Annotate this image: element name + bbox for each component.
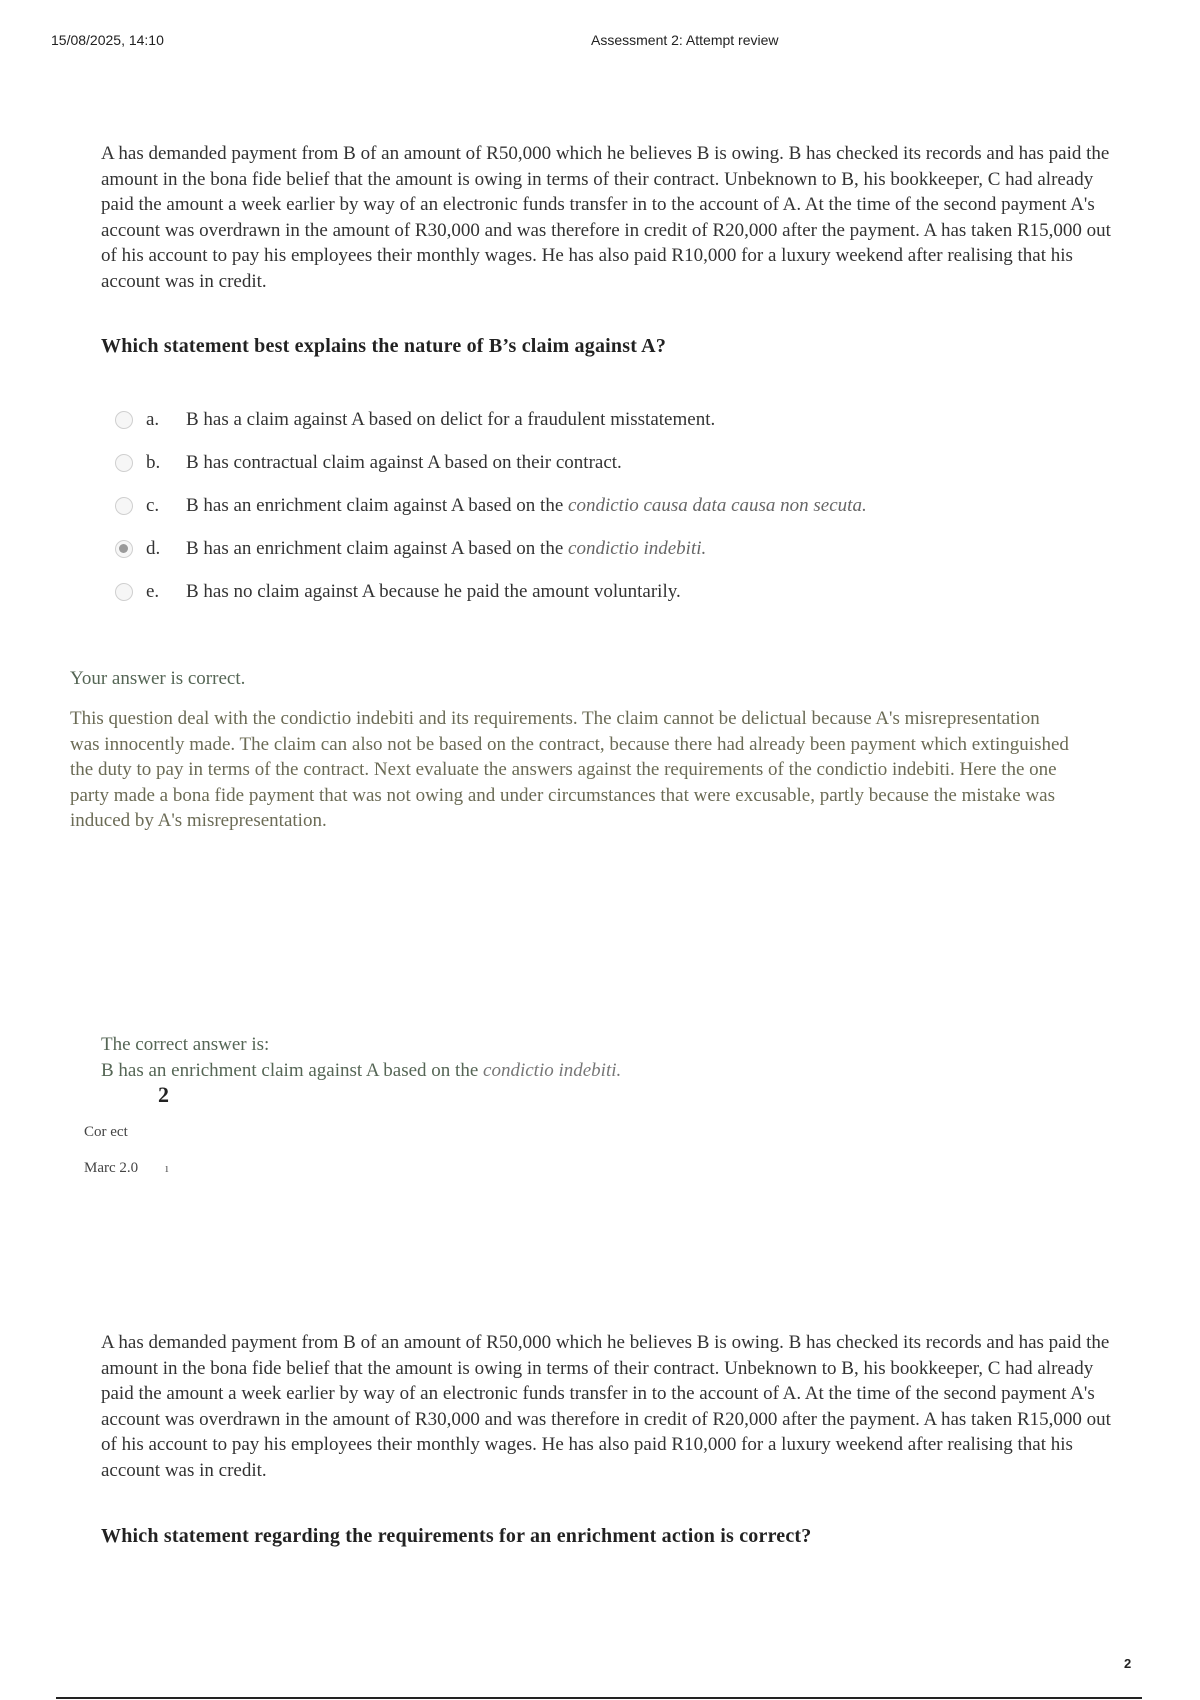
radio-button-c[interactable] bbox=[115, 497, 133, 515]
question-2-prompt: Which statement regarding the requirements for an enrichment action is correct? bbox=[101, 1525, 812, 1547]
option-label: B has no claim against A because he paid the amount voluntarily. bbox=[186, 580, 681, 602]
print-header bbox=[0, 30, 1200, 50]
option-letter: c. bbox=[146, 494, 160, 516]
option-letter: a. bbox=[146, 408, 160, 430]
print-datetime: 15/08/2025, 14:10 bbox=[51, 32, 164, 48]
question-1-prompt: Which statement best explains the nature of B’s claim against A? bbox=[101, 335, 667, 357]
question-state: Cor ect bbox=[84, 1124, 128, 1140]
question-2-text: A has demanded payment from B of an amount of R50,000 which he believes B is owing. B has checked its records and has paid the amount in the bona fide belief that the amount is owing in terms of their contract. Unbeknown to B, his bookkeeper, C had already paid the amount a week earlier by way of an electronic funds transfer in to the account of A. At the time of the second payment A's account was overdrawn in the amount of R30,000 and was therefore in credit of R20,000 after the payment. A has taken R15,000 out of his account to pay his employees their monthly wages. He has also paid R10,000 for a luxury weekend after realising that his account was in credit. bbox=[101, 1332, 1111, 1481]
option-letter: b. bbox=[146, 451, 161, 473]
right-answer bbox=[101, 1032, 1001, 1083]
footer-divider bbox=[56, 1697, 1142, 1699]
page-number: 2 bbox=[1124, 1656, 1132, 1671]
option-label: B has an enrichment claim against A based on the condictio indebiti. bbox=[186, 537, 707, 559]
answer-options bbox=[115, 398, 1115, 613]
radio-button-e[interactable] bbox=[115, 583, 133, 601]
question-number: 2 bbox=[158, 1082, 169, 1107]
flag-icon[interactable]: ı bbox=[165, 1160, 169, 1175]
option-label: B has an enrichment claim against A based on the condictio causa data causa non secuta. bbox=[186, 494, 867, 516]
answer-option-c[interactable] bbox=[115, 484, 1115, 527]
answer-option-b[interactable] bbox=[115, 441, 1115, 484]
general-feedback: This question deal with the condictio indebiti and its requirements. The claim cannot be delictual because A's misrepresentation was innocently made. The claim can also not be based on the contract, because there had already been payment which extinguished the duty to pay in terms of the contract. Next evaluate the answers against the requirements of the condictio indebiti. Here the one party made a bona fide payment that was not owing and under circumstances that were excusable, partly because the mistake was induced by A's misrepresentation. bbox=[70, 708, 1069, 831]
question-mark: Marc 2.0 bbox=[84, 1160, 139, 1176]
right-answer-label: The correct answer is: bbox=[101, 1034, 270, 1055]
radio-button-a[interactable] bbox=[115, 411, 133, 429]
option-label: B has a claim against A based on delict for a fraudulent misstatement. bbox=[186, 408, 716, 430]
option-letter: e. bbox=[146, 580, 160, 602]
answer-option-d[interactable] bbox=[115, 527, 1115, 570]
radio-button-b[interactable] bbox=[115, 454, 133, 472]
right-answer-text: B has an enrichment claim against A based on the condictio indebiti. bbox=[101, 1059, 622, 1081]
answer-option-e[interactable] bbox=[115, 570, 1115, 613]
radio-button-d-selected[interactable] bbox=[115, 540, 133, 558]
question-1-text: A has demanded payment from B of an amount of R50,000 which he believes B is owing. B has checked its records and has paid the amount in the bona fide belief that the amount is owing in terms of their contract. Unbeknown to B, his bookkeeper, C had already paid the amount a week earlier by way of an electronic funds transfer in to the account of A. At the time of the second payment A's account was overdrawn in the amount of R30,000 and was therefore in credit of R20,000 after the payment. A has taken R15,000 out of his account to pay his employees their monthly wages. He has also paid R10,000 for a luxury weekend after realising that his account was in credit. bbox=[101, 143, 1111, 292]
option-letter: d. bbox=[146, 537, 161, 559]
answer-option-a[interactable] bbox=[115, 398, 1115, 441]
feedback-correct: Your answer is correct. bbox=[70, 668, 246, 689]
page-title: Assessment 2: Attempt review bbox=[591, 32, 779, 48]
option-label: B has contractual claim against A based on their contract. bbox=[186, 451, 622, 473]
